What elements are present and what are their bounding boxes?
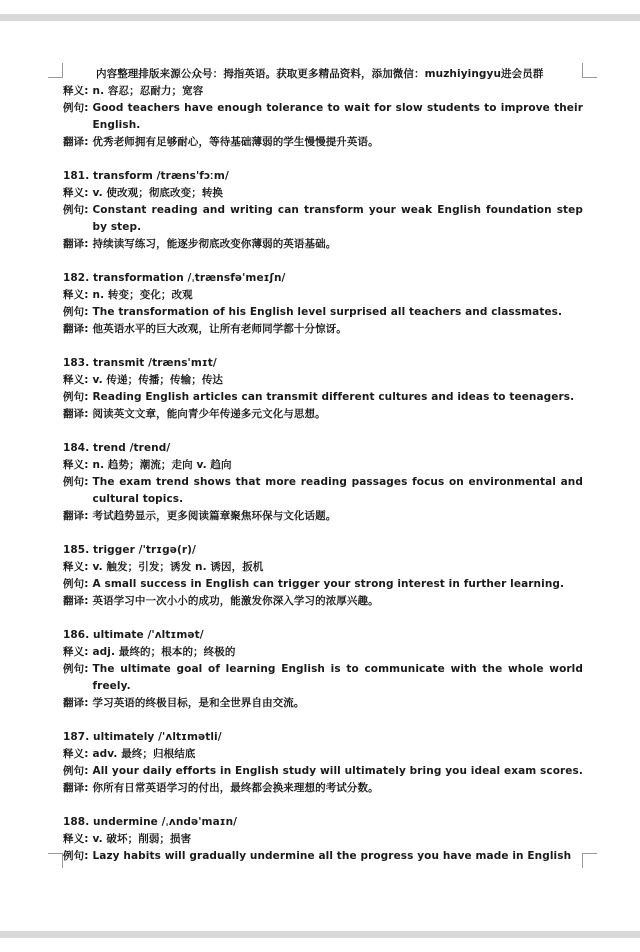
meaning-label: 释义: [63,748,89,760]
example-text: The exam trend shows that more reading passages focus on environmental and cultural topics. [92,476,583,505]
example-text: Reading English articles can transmit different cultures and ideas to teenagers. [92,391,575,403]
vocab-entry [63,168,583,253]
headword: 183. transmit /træns'mɪt/ [63,357,217,369]
translation-label: 翻译: [63,323,89,335]
translation-label: 翻译: [63,510,89,522]
translation-text: 持续读写练习，能逐步彻底改变你薄弱的英语基础。 [92,238,337,250]
translation-line [63,406,583,423]
example-label: 例句: [63,850,89,862]
crop-mark-bottom-left [48,853,63,868]
vocab-entry [63,270,583,338]
translation-label: 翻译: [63,697,89,709]
example-label: 例句: [63,765,89,777]
vocab-entry [63,542,583,610]
example-label: 例句: [63,578,89,590]
meaning-label: 释义: [63,289,89,301]
translation-line [63,321,583,338]
meaning-text: adj. 最终的；根本的；终极的 [92,646,236,658]
meaning-text: n. 趋势；潮流；走向 v. 趋向 [92,459,232,471]
meaning-label: 释义: [63,561,89,573]
vocab-entry [63,729,583,797]
translation-label: 翻译: [63,782,89,794]
translation-line [63,780,583,797]
vocabulary-entries [63,168,583,865]
example-text: Constant reading and writing can transform your weak English foundation step by step. [92,204,583,233]
example-line [63,389,583,406]
translation-line [63,236,583,253]
meaning-line [63,287,583,304]
example-line [63,474,583,508]
meaning-text: v. 传递；传播；传输；传达 [92,374,224,386]
example-label: 例句: [63,663,89,675]
meaning-label: 释义: [63,459,89,471]
example-line [63,100,583,134]
example-text: The transformation of his English level surprised all teachers and classmates. [92,306,563,318]
meaning-label: 释义: [63,833,89,845]
example-text: Lazy habits will gradually undermine all the progress you have made in English [92,850,572,862]
fragment-entry [63,83,583,151]
example-line [63,304,583,321]
crop-mark-bottom-right [582,853,597,868]
meaning-line [63,457,583,474]
example-text: A small success in English can trigger your strong interest in further learning. [92,578,565,590]
meaning-line [63,372,583,389]
translation-text: 阅读英文文章，能向青少年传递多元文化与思想。 [92,408,326,420]
translation-label: 翻译: [63,136,89,148]
crop-mark-top-right [582,63,597,78]
headword: 181. transform /træns'fɔːm/ [63,170,229,182]
translation-text: 他英语水平的巨大改观，让所有老师同学都十分惊讶。 [92,323,347,335]
translation-line [63,508,583,525]
example-line [63,202,583,236]
headword: 187. ultimately /'ʌltɪmətli/ [63,731,222,743]
meaning-label: 释义: [63,646,89,658]
meaning-text: adv. 最终；归根结底 [92,748,196,760]
translation-line [63,134,583,151]
translation-label: 翻译: [63,408,89,420]
vocab-entry [63,440,583,525]
example-line [63,848,583,865]
example-line [63,576,583,593]
example-text: Good teachers have enough tolerance to wait for slow students to improve their English. [92,102,583,131]
example-line [63,763,583,780]
meaning-text: v. 触发；引发；诱发 n. 诱因，扳机 [92,561,264,573]
meaning-line [63,831,583,848]
bottom-margin-bar [0,931,640,938]
meaning-line [63,83,583,100]
headword: 185. trigger /'trɪgə(r)/ [63,544,196,556]
example-label: 例句: [63,476,89,488]
translation-line [63,593,583,610]
translation-text: 考试趋势显示，更多阅读篇章聚焦环保与文化话题。 [92,510,337,522]
translation-label: 翻译: [63,238,89,250]
example-label: 例句: [63,306,89,318]
headword: 182. transformation /ˌtrænsfə'meɪʃn/ [63,272,286,284]
headword: 186. ultimate /'ʌltɪmət/ [63,629,204,641]
example-label: 例句: [63,391,89,403]
meaning-label: 释义: [63,187,89,199]
translation-label: 翻译: [63,595,89,607]
vocab-entry [63,355,583,423]
example-label: 例句: [63,102,89,114]
meaning-label: 释义: [63,374,89,386]
vocab-entry [63,627,583,712]
meaning-text: v. 使改观；彻底改变；转换 [92,187,224,199]
meaning-label: 释义: [63,85,89,97]
meaning-text: n. 容忍；忍耐力；宽容 [92,85,204,97]
meaning-line [63,559,583,576]
example-line [63,661,583,695]
translation-text: 你所有日常英语学习的付出，最终都会换来理想的考试分数。 [92,782,379,794]
example-label: 例句: [63,204,89,216]
meaning-line [63,644,583,661]
source-note: 内容整理排版来源公众号：拇指英语。获取更多精品资料，添加微信：muzhiyingyu进会员群 [96,68,544,80]
example-text: The ultimate goal of learning English is to communicate with the whole world freely. [92,663,583,692]
translation-text: 优秀老师拥有足够耐心，等待基础薄弱的学生慢慢提升英语。 [92,136,379,148]
document-page [63,66,583,865]
example-text: All your daily efforts in English study will ultimately bring you ideal exam scores. [92,765,583,777]
headword: 184. trend /trend/ [63,442,171,454]
translation-text: 英语学习中一次小小的成功，能激发你深入学习的浓厚兴趣。 [92,595,379,607]
meaning-text: n. 转变；变化；改观 [92,289,193,301]
translation-text: 学习英语的终极目标，是和全世界自由交流。 [92,697,305,709]
top-margin-bar [0,14,640,21]
translation-line [63,695,583,712]
meaning-text: v. 破坏；削弱；损害 [92,833,192,845]
headword: 188. undermine /ˌʌndə'maɪn/ [63,816,238,828]
vocab-entry [63,814,583,865]
meaning-line [63,746,583,763]
meaning-line [63,185,583,202]
crop-mark-top-left [48,63,63,78]
